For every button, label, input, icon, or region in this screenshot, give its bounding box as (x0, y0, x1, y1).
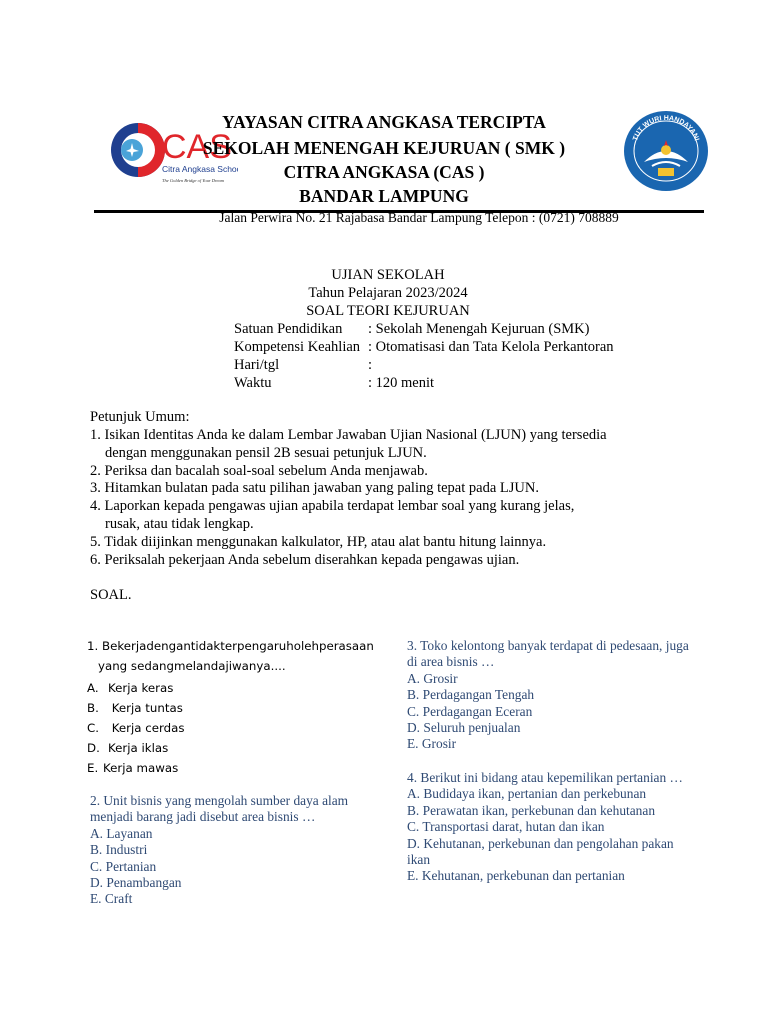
option-text: Kerja mawas (103, 761, 179, 775)
option-text: Kerja cerdas (108, 721, 185, 735)
answer-option: C. Transportasi darat, hutan dan ikan (407, 819, 605, 835)
answer-options (87, 678, 377, 778)
answer-option: A. Grosir (407, 670, 458, 686)
option-text: Kerja iklas (108, 741, 169, 755)
instruction-item: 4. Laporkan kepada pengawas ujian apabila terdapat lembar soal yang kurang jelas, rusak, atau tidak lengkap. (90, 498, 575, 532)
answer-option: B. Perdagangan Tengah (407, 687, 535, 703)
instruction-item: 5. Tidak diijinkan menggunakan kalkulator, HP, atau alat bantu hitung lainnya. (90, 533, 547, 550)
info-value: : (368, 357, 373, 373)
info-label: Kompetensi Keahlian (234, 339, 361, 355)
question-2 (90, 793, 380, 908)
answer-option: D. Seluruh penjualan (407, 720, 521, 736)
questions-heading: SOAL. (90, 587, 132, 603)
school-address: Jalan Perwira No. 21 Rajabasa Bandar Lampung Telepon : (0721) 708889 (219, 210, 619, 225)
question-stem-line: yang sedangmelandajiwanya.... (98, 659, 286, 673)
instruction-item: 2. Periksa dan bacalah soal-soal sebelum Anda menjawab. (90, 462, 428, 479)
school-city: BANDAR LAMPUNG (299, 186, 469, 206)
question-1 (87, 636, 377, 778)
answer-option (87, 738, 377, 758)
info-label: Hari/tgl (234, 357, 280, 373)
tut-wuri-logo-text: TUT WURI HANDAYANI (632, 114, 700, 142)
school-type: SEKOLAH MENENGAH KEJURUAN ( SMK ) (202, 138, 566, 158)
answer-option: B. Perawatan ikan, perkebunan dan kehutanan (407, 802, 656, 818)
instruction-item: 6. Periksalah pekerjaan Anda sebelum diserahkan kepada pengawas ujian. (90, 551, 520, 568)
answer-options (90, 826, 380, 908)
answer-option: D. Penambangan (90, 875, 182, 891)
cas-logo-subtitle: Citra Angkasa School (162, 164, 238, 174)
instruction-item: 1. Isikan Identitas Anda ke dalam Lembar Jawaban Ujian Nasional (LJUN) yang tersedia dengan menggunakan pensil 2B sesuai petunjuk LJUN. (90, 427, 607, 461)
foundation-name: YAYASAN CITRA ANGKASA TERCIPTA (222, 112, 546, 132)
answer-option: C. Perdagangan Eceran (407, 703, 533, 719)
info-value: : 120 menit (368, 375, 435, 391)
answer-option: D. Kehutanan, perkebunan dan pengolahan pakan ikan (407, 835, 674, 868)
question-3 (407, 638, 697, 753)
answer-option: E. Craft (90, 891, 133, 907)
instructions-title: Petunjuk Umum: (90, 409, 190, 425)
question-stem-line: 1. Bekerjadengantidakterpengaruholehperasaan (87, 639, 374, 653)
cas-logo-tagline: The Golden Bridge of Your Dream (162, 178, 225, 183)
option-letter: D. (87, 741, 100, 755)
question-4 (407, 770, 697, 885)
answer-option: A. Layanan (90, 825, 153, 841)
answer-option (87, 718, 377, 738)
instruction-item: 3. Hitamkan bulatan pada satu pilihan jawaban yang paling tepat pada LJUN. (90, 480, 539, 497)
info-label: Satuan Pendidikan (234, 321, 343, 337)
option-text: Kerja tuntas (108, 701, 183, 715)
answer-option: E. Grosir (407, 736, 457, 752)
answer-option (87, 698, 377, 718)
cas-logo-text: CAS (162, 128, 232, 166)
question-stem: 3. Toko kelontong banyak terdapat di pedesaan, juga di area bisnis … (407, 638, 689, 670)
exam-year: Tahun Pelajaran 2023/2024 (308, 285, 468, 301)
option-letter: C. (87, 721, 99, 735)
question-stem (87, 636, 377, 676)
instructions-list (90, 427, 610, 569)
question-stem: 4. Berikut ini bidang atau kepemilikan pertanian … (407, 770, 683, 785)
info-value: : Otomatisasi dan Tata Kelola Perkantoran (368, 339, 614, 355)
answer-option: E. Kehutanan, perkebunan dan pertanian (407, 868, 625, 884)
option-letter: B. (87, 701, 99, 715)
exam-subject: SOAL TEORI KEJURUAN (306, 303, 470, 319)
option-letter: E. (87, 761, 99, 775)
answer-option: C. Pertanian (90, 858, 157, 874)
answer-option (87, 758, 377, 778)
info-value: : Sekolah Menengah Kejuruan (SMK) (368, 321, 590, 337)
answer-option: A. Budidaya ikan, pertanian dan perkebunan (407, 786, 647, 802)
school-name: CITRA ANGKASA (CAS ) (283, 162, 485, 182)
info-label: Waktu (234, 375, 272, 391)
answer-option (87, 678, 377, 698)
option-text: Kerja keras (108, 681, 174, 695)
option-letter: A. (87, 681, 99, 695)
answer-options (407, 671, 697, 753)
answer-option: B. Industri (90, 842, 148, 858)
exam-title: UJIAN SEKOLAH (331, 267, 445, 283)
answer-options (407, 786, 697, 884)
question-stem: 2. Unit bisnis yang mengolah sumber daya alam menjadi barang jadi disebut area bisnis … (90, 793, 349, 825)
